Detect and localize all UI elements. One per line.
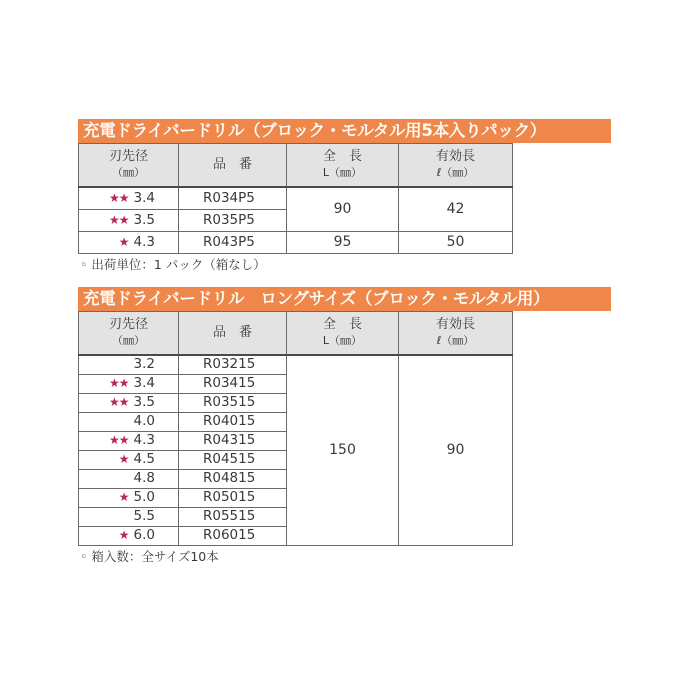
diameter-value: 4.0 [133, 413, 155, 429]
header-length-label: 全 長 [322, 149, 362, 164]
star-rating-icon: ★ [118, 452, 129, 466]
header-length-unit: L（㎜） [322, 166, 363, 179]
diameter-cell [79, 450, 179, 469]
product-code: R06015 [179, 526, 287, 545]
product-code: R03215 [179, 355, 287, 374]
product-code: R04815 [179, 469, 287, 488]
diameter-value: 5.5 [133, 508, 155, 524]
header-diameter-unit: （㎜） [112, 166, 145, 179]
header-diameter [79, 312, 179, 356]
header-effective-label: 有効長 [435, 317, 475, 332]
star-rating-icon: ★★ [109, 376, 129, 390]
diameter-cell [79, 374, 179, 393]
header-code: 品 番 [179, 312, 287, 356]
table-row [79, 231, 513, 253]
shipping-note: ◦ 出荷単位：1 パック（箱なし） [80, 256, 266, 272]
product-code: R05015 [179, 488, 287, 507]
length-value: 90 [287, 187, 399, 231]
star-rating-icon: ★ [118, 490, 129, 504]
header-code: 品 番 [179, 144, 287, 188]
star-rating-icon: ★★ [109, 212, 129, 227]
effective-length-value: 50 [399, 231, 513, 253]
diameter-value: 3.5 [133, 211, 155, 228]
diameter-value: 3.4 [133, 189, 155, 206]
diameter-value: 4.8 [133, 470, 155, 486]
header-length [287, 312, 399, 356]
effective-length-value: 42 [399, 187, 513, 231]
header-effective [399, 144, 513, 188]
star-rating-icon: ★★ [109, 395, 129, 409]
diameter-cell [79, 231, 179, 253]
diameter-value: 4.3 [133, 233, 155, 250]
star-rating-icon: ★★ [109, 190, 129, 205]
diameter-cell [79, 209, 179, 231]
diameter-cell [79, 469, 179, 488]
spec-table-1 [78, 143, 513, 254]
diameter-cell [79, 488, 179, 507]
product-code: R034P5 [179, 187, 287, 209]
box-quantity-note: ◦ 箱入数：全サイズ10本 [80, 548, 219, 564]
diameter-cell [79, 393, 179, 412]
diameter-value: 6.0 [133, 527, 155, 543]
section-1-title: 充電ドライバードリル（ブロック・モルタル用5本入りパック） [78, 119, 611, 143]
product-code: R03515 [179, 393, 287, 412]
diameter-cell [79, 355, 179, 374]
diameter-cell [79, 526, 179, 545]
product-code: R04515 [179, 450, 287, 469]
header-effective-unit: ℓ（㎜） [436, 166, 475, 179]
spec-table-2 [78, 311, 513, 546]
diameter-cell [79, 412, 179, 431]
product-code: R03415 [179, 374, 287, 393]
length-value: 150 [287, 355, 399, 545]
star-rating-icon: ★★ [109, 433, 129, 447]
product-section-1 [78, 119, 611, 276]
star-rating-icon: ★ [118, 234, 129, 249]
table-row [79, 355, 513, 374]
product-section-2 [78, 287, 611, 568]
header-length-unit: L（㎜） [322, 334, 363, 347]
diameter-value: 3.5 [133, 394, 155, 410]
header-effective-unit: ℓ（㎜） [436, 334, 475, 347]
section-2-title: 充電ドライバードリル ロングサイズ（ブロック・モルタル用） [78, 287, 611, 311]
product-code: R035P5 [179, 209, 287, 231]
diameter-cell [79, 507, 179, 526]
diameter-value: 3.2 [133, 356, 155, 373]
length-value: 95 [287, 231, 399, 253]
product-code: R043P5 [179, 231, 287, 253]
diameter-value: 4.5 [133, 451, 155, 467]
header-diameter-label: 刃先径 [108, 317, 148, 332]
header-diameter-label: 刃先径 [108, 149, 148, 164]
header-diameter [79, 144, 179, 188]
diameter-value: 3.4 [133, 375, 155, 391]
table-row [79, 187, 513, 209]
header-effective [399, 312, 513, 356]
product-code: R05515 [179, 507, 287, 526]
product-code: R04315 [179, 431, 287, 450]
diameter-value: 4.3 [133, 432, 155, 448]
product-code: R04015 [179, 412, 287, 431]
diameter-cell [79, 187, 179, 209]
diameter-value: 5.0 [133, 489, 155, 505]
effective-length-value: 90 [399, 355, 513, 545]
star-rating-icon: ★ [118, 528, 129, 542]
diameter-cell [79, 431, 179, 450]
header-length [287, 144, 399, 188]
header-length-label: 全 長 [322, 317, 362, 332]
header-effective-label: 有効長 [435, 149, 475, 164]
header-diameter-unit: （㎜） [112, 334, 145, 347]
